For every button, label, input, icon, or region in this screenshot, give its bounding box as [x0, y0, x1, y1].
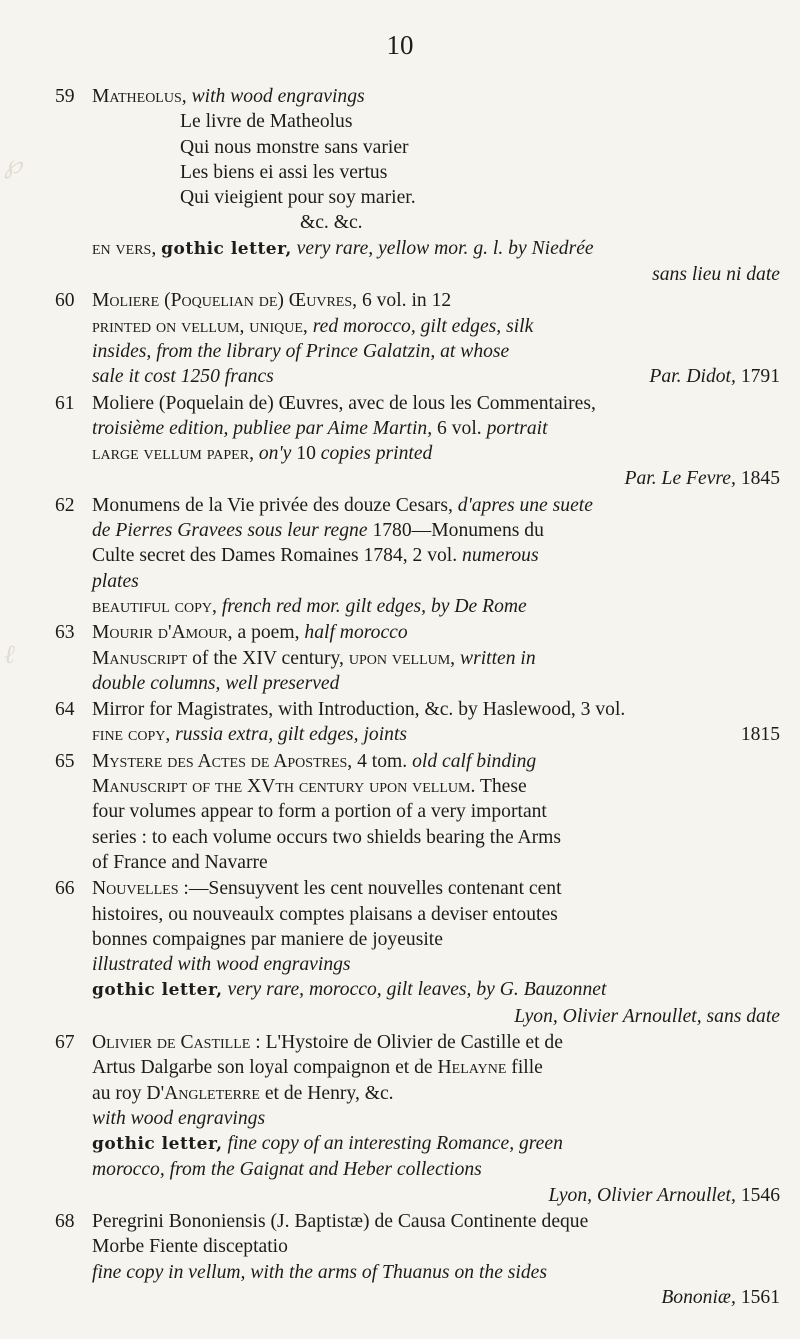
entry-title: Moliere (Poquelian de) Œuvres,: [92, 290, 358, 312]
imprint-year: 1791: [740, 366, 780, 388]
entry-68: 68 Peregrini Bononiensis (J. Baptistæ) de Causa Continente deque Morbe Fiente disceptatio fine copy in vellum, with the arms of Thuanus on the sides Bononiæ, 1561: [55, 1211, 780, 1308]
margin-handwriting-mark: ℓ: [4, 640, 15, 669]
gothic-letter-text: gothic letter,: [161, 238, 292, 259]
entry-67: 67 Olivier de Castille : L'Hystoire de Olivier de Castille et de Artus Dalgarbe son loyal compaignon et de Helayne fille au roy D'Angleterre et de Henry, &c. with wood engravings gothic letter, fine copy of an interesting Romance, green morocco, from the Gaignat and Heber collections Lyon, Olivier Arnoullet, 1546: [55, 1031, 780, 1206]
entry-59: 59 Matheolus, with wood engravings Le livre de Matheolus Qui nous monstre sans varier Les biens ei assi les vertus Qui vieigient pour soy marier. &c. &c. en vers, gothic letter, very rare, yellow mor. g. l. by Niedrée sans lieu ni date: [55, 84, 780, 287]
verse-line: Qui vieigient pour soy marier.: [180, 187, 416, 209]
entry-title: Mirror for Magistrates, with Introduction, &c. by Haslewood, 3 vol.: [92, 699, 626, 721]
entry-title: Mourir d'Amour,: [92, 622, 233, 644]
entry-title: Nouvelles :: [92, 878, 189, 900]
imprint: Par. Didot,: [649, 366, 736, 388]
imprint-year: 1546: [740, 1184, 780, 1206]
entry-63: 63 Mourir d'Amour, a poem, half morocco Manuscript of the XIV century, upon vellum, written in double columns, well preserved: [55, 622, 536, 694]
entry-number: 66: [55, 878, 75, 900]
imprint: Par. Le Fevre,: [624, 468, 736, 490]
entry-title: Mystere des Actes de Apostres,: [92, 750, 353, 772]
entry-title: Olivier de Castille :: [92, 1031, 261, 1053]
gothic-letter-text: gothic letter,: [92, 980, 223, 1001]
entry-title: Moliere (Poquelain de) Œuvres, avec de lous les Commentaires,: [92, 392, 596, 414]
verse-line: Les biens ei assi les vertus: [180, 161, 388, 183]
entry-title: Peregrini Bononiensis (J. Baptistæ) de Causa Continente deque: [92, 1211, 589, 1233]
imprint: Lyon, Olivier Arnoullet,: [548, 1184, 736, 1206]
entry-number: 62: [55, 494, 75, 516]
page-number: 10: [386, 30, 414, 60]
gothic-letter-text: gothic letter,: [92, 1134, 223, 1155]
verse-line: Le livre de Matheolus: [180, 111, 353, 133]
margin-handwriting-mark: ℘: [4, 150, 23, 179]
entry-title: Matheolus,: [92, 86, 187, 107]
verse-line: Qui nous monstre sans varier: [180, 136, 409, 158]
entry-number: 68: [55, 1211, 75, 1233]
entry-title: Monumens de la Vie privée des douze Cesars,: [92, 494, 453, 516]
entry-number: 64: [55, 699, 75, 721]
entry-number: 67: [55, 1031, 75, 1053]
entry-60: 60 Moliere (Poquelian de) Œuvres, 6 vol. in 12 printed on vellum, unique, red morocco, gilt edges, silk insides, from the library of Prince Galatzin, at whose sale it cost 1250 francs Par. Didot, 1791: [55, 290, 780, 388]
entry-64: 64 Mirror for Magistrates, with Introduction, &c. by Haslewood, 3 vol. fine copy, russia extra, gilt edges, joints 1815: [55, 697, 780, 748]
entry-number: 63: [55, 622, 75, 644]
imprint: sans lieu ni date: [652, 264, 780, 286]
entry-number: 65: [55, 750, 75, 772]
entry-62: 62 Monumens de la Vie privée des douze Cesars, d'apres une suete de Pierres Gravees sous leur regne 1780—Monumens du Culte secret des Dames Romaines 1784, 2 vol. numerous plates beautiful copy, french red mor. gilt edges, by De Rome: [55, 494, 593, 617]
imprint-year: 1561: [740, 1286, 780, 1308]
verse-line: &c. &c.: [300, 212, 363, 234]
entry-66: 66 Nouvelles :—Sensuyvent les cent nouvelles contenant cent histoires, ou nouveaulx comptes plaisans a deviser entoutes bonnes compaignes par maniere de joyeusite illustrated with wood engravings gothic letter, very rare, morocco, gilt leaves, by G. Bauzonnet Lyon, Olivier Arnoullet, sans date: [55, 876, 780, 1029]
entry-65: 65 Mystere des Actes de Apostres, 4 tom. old calf binding Manuscript of the XVth century upon vellum. These four volumes appear to form a portion of a very important series : to each volume occurs two shields bearing the Arms of France and Navarre: [55, 750, 562, 873]
entry-61: 61 Moliere (Poquelain de) Œuvres, avec de lous les Commentaires, troisième edition, publiee par Aime Martin, 6 vol. portrait large vellum paper, on'y 10 copies printed Par. Le Fevre, 1845: [55, 392, 780, 490]
imprint-year: 1815: [740, 724, 780, 746]
imprint: Bononiæ,: [661, 1286, 736, 1308]
imprint-year: 1845: [740, 468, 780, 490]
entry-number: 61: [55, 392, 75, 414]
entry-number: 60: [55, 290, 75, 312]
entry-number: 59: [55, 86, 75, 107]
imprint: Lyon, Olivier Arnoullet, sans date: [514, 1005, 780, 1027]
catalogue-listing: [55, 84, 780, 1311]
